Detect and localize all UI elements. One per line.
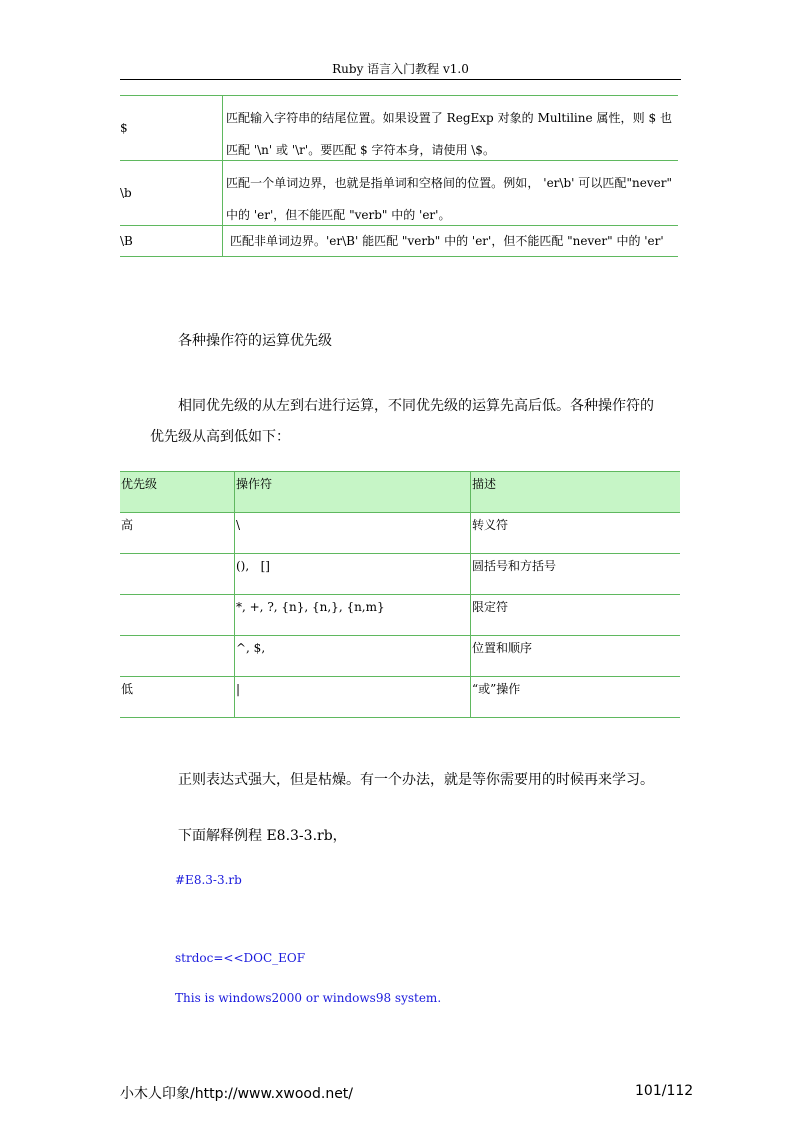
cell-priority xyxy=(120,554,235,595)
regex-row xyxy=(120,95,678,160)
example-intro: 下面解释例程 E8.3-3.rb， xyxy=(178,828,347,844)
cell-operator: \ xyxy=(235,513,471,554)
code-line: This is windows2000 or windows98 system. xyxy=(175,991,442,1005)
regex-description: 匹配一个单词边界，也就是指单词和空格间的位置。例如， 'er\b' 可以匹配"never" 中的 'er'，但不能匹配 "verb" 中的 'er'。 xyxy=(222,161,678,237)
precedence-table xyxy=(120,471,680,718)
table-row xyxy=(120,636,680,677)
table-row xyxy=(120,595,680,636)
footer-page-number: 101/112 xyxy=(635,1083,694,1099)
regex-row xyxy=(120,225,678,257)
regex-description: 匹配非单词边界。'er\B' 能匹配 "verb" 中的 'er'，但不能匹配 "never" 中的 'er' xyxy=(222,226,678,256)
cell-description: 限定符 xyxy=(471,595,681,636)
intro-line-1: 相同优先级的从左到右进行运算，不同优先级的运算先高后低。各种操作符的 xyxy=(178,398,654,414)
table-header-row xyxy=(120,472,680,513)
regex-description: 匹配输入字符串的结尾位置。如果设置了 RegExp 对象的 Multiline 属性，则 $ 也匹配 '\n' 或 '\r'。要匹配 $ 字符本身，请使用 \$。 xyxy=(222,96,678,172)
cell-priority: 低 xyxy=(120,677,235,718)
header-description: 描述 xyxy=(471,472,681,513)
intro-line-2: 优先级从高到低如下： xyxy=(150,429,290,445)
cell-priority: 高 xyxy=(120,513,235,554)
cell-description: “或”操作 xyxy=(471,677,681,718)
cell-operator: | xyxy=(235,677,471,718)
footer-site: 小木人印象/http://www.xwood.net/ xyxy=(120,1086,354,1102)
regex-table xyxy=(120,95,678,257)
table-row xyxy=(120,554,680,595)
cell-description: 位置和顺序 xyxy=(471,636,681,677)
regex-symbol: \b xyxy=(120,186,132,200)
code-line: #E8.3-3.rb xyxy=(175,873,242,887)
regex-symbol: \B xyxy=(120,234,133,248)
cell-operator: *, +, ?, {n}, {n,}, {n,m} xyxy=(235,595,471,636)
table-row xyxy=(120,513,680,554)
table-row xyxy=(120,677,680,718)
cell-description: 圆括号和方括号 xyxy=(471,554,681,595)
remark-paragraph: 正则表达式强大，但是枯燥。有一个办法，就是等你需要用的时候再来学习。 xyxy=(178,772,654,788)
cell-priority xyxy=(120,595,235,636)
cell-operator: ^, $, xyxy=(235,636,471,677)
cell-operator: (), [] xyxy=(235,554,471,595)
header-rule xyxy=(120,79,681,80)
cell-description: 转义符 xyxy=(471,513,681,554)
code-line: strdoc=<<DOC_EOF xyxy=(175,951,306,965)
header-operator: 操作符 xyxy=(235,472,471,513)
regex-symbol: $ xyxy=(120,121,128,135)
regex-row xyxy=(120,160,678,225)
header-priority: 优先级 xyxy=(120,472,235,513)
section-title: 各种操作符的运算优先级 xyxy=(178,333,332,349)
page-header: Ruby 语言入门教程 v1.0 xyxy=(332,62,469,76)
cell-priority xyxy=(120,636,235,677)
